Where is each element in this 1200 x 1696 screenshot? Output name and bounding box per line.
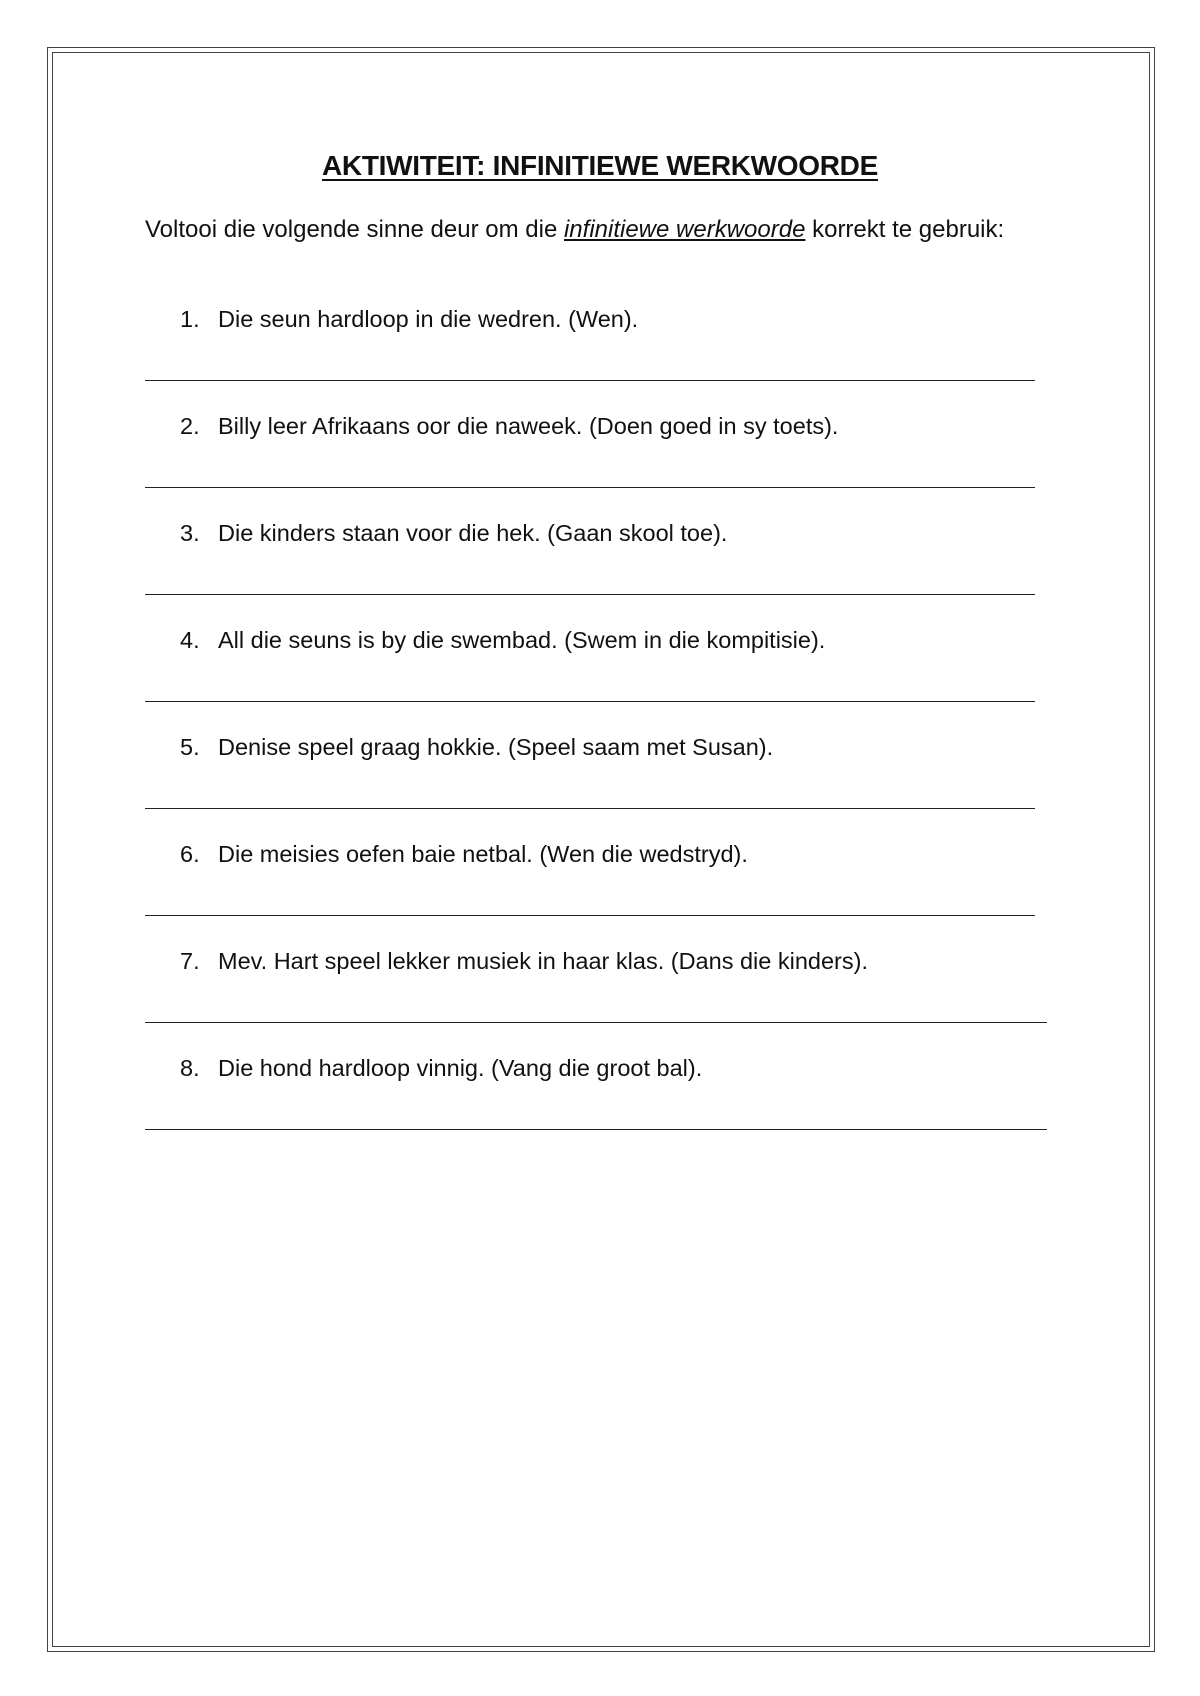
question-text: All die seuns is by die swembad. (Swem in die kompitisie). xyxy=(218,627,826,653)
question-number: 4. xyxy=(180,627,200,653)
question-text: Billy leer Afrikaans oor die naweek. (Doen goed in sy toets). xyxy=(218,413,839,439)
question-text: Die meisies oefen baie netbal. (Wen die wedstryd). xyxy=(218,841,748,867)
answer-line[interactable] xyxy=(145,808,1035,809)
question-number: 8. xyxy=(180,1055,200,1081)
question-text: Mev. Hart speel lekker musiek in haar klas. (Dans die kinders). xyxy=(218,948,868,974)
instruction-before: Voltooi die volgende sinne deur om die xyxy=(145,216,564,243)
question-text: Die seun hardloop in die wedren. (Wen). xyxy=(218,306,639,332)
question-item xyxy=(180,841,748,868)
question-text: Die kinders staan voor die hek. (Gaan skool toe). xyxy=(218,520,728,546)
question-item xyxy=(180,520,727,547)
question-number: 2. xyxy=(180,413,200,439)
question-item xyxy=(180,1055,702,1082)
question-item xyxy=(180,948,868,975)
answer-line[interactable] xyxy=(145,594,1035,595)
question-text: Die hond hardloop vinnig. (Vang die groot bal). xyxy=(218,1055,703,1081)
question-item xyxy=(180,734,773,761)
answer-line[interactable] xyxy=(145,701,1035,702)
question-item xyxy=(180,627,825,654)
answer-line[interactable] xyxy=(145,915,1035,916)
question-number: 7. xyxy=(180,948,200,974)
question-number: 3. xyxy=(180,520,200,546)
question-number: 6. xyxy=(180,841,200,867)
question-text: Denise speel graag hokkie. (Speel saam met Susan). xyxy=(218,734,774,760)
answer-line[interactable] xyxy=(145,1022,1047,1023)
answer-line[interactable] xyxy=(145,380,1035,381)
question-number: 5. xyxy=(180,734,200,760)
answer-line[interactable] xyxy=(145,1129,1047,1130)
instruction-emphasis: infinitiewe werkwoorde xyxy=(563,216,806,243)
question-item xyxy=(180,413,838,440)
instruction-after: korrekt te gebruik: xyxy=(805,216,1005,243)
page-title: AKTIWITEIT: INFINITIEWE WERKWOORDE xyxy=(322,150,878,181)
question-item xyxy=(180,306,638,333)
answer-line[interactable] xyxy=(145,487,1035,488)
question-number: 1. xyxy=(180,306,200,332)
